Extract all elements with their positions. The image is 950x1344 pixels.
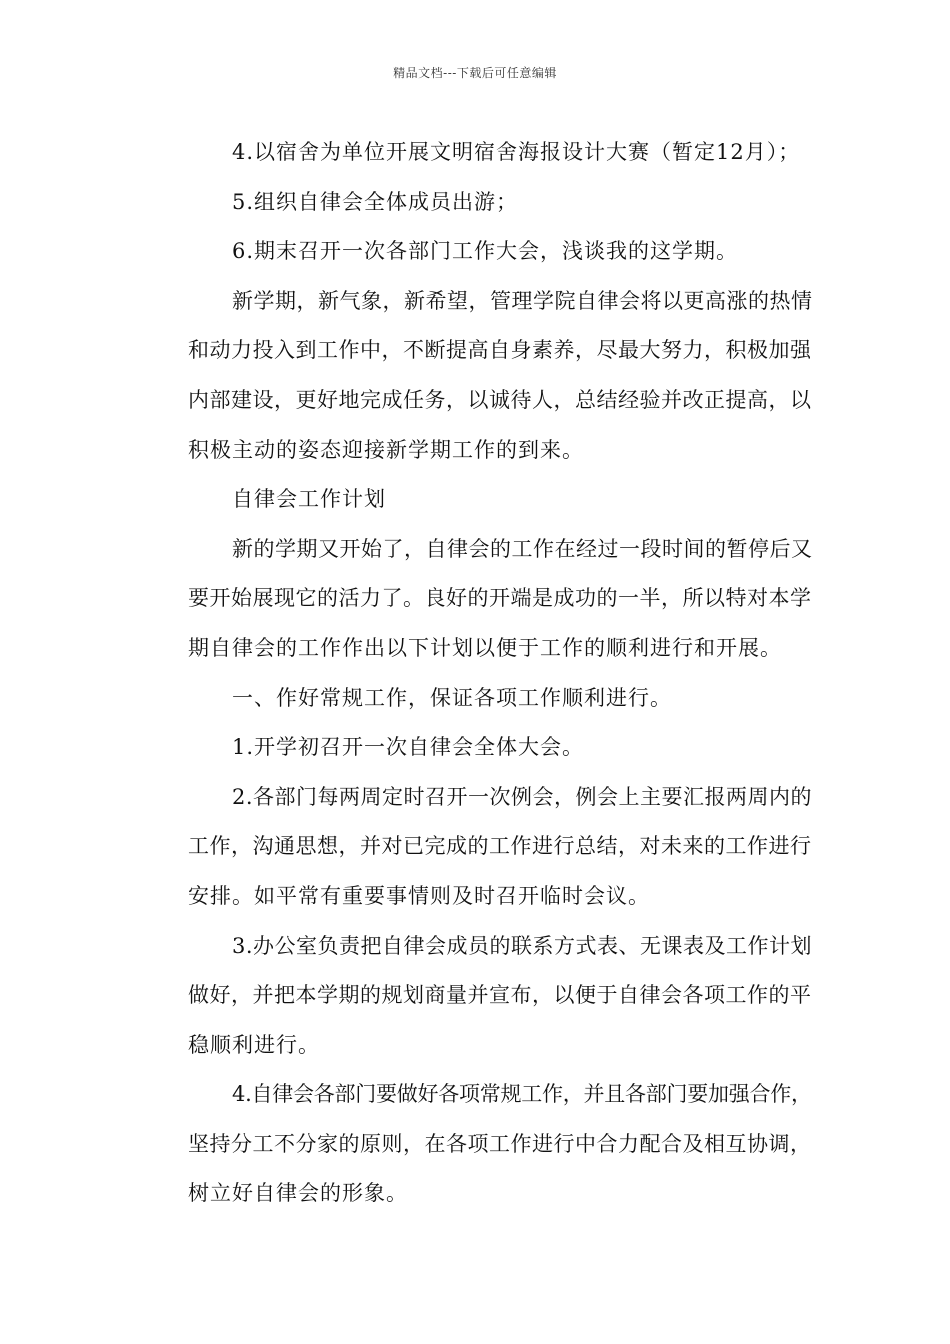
paragraph [144,525,816,674]
paragraph [144,277,816,475]
text-line: 做好，并把本学期的规划商量并宣布，以便于自律会各项工作的平 [188,983,812,1008]
text-line: 4.自律会各部门要做好各项常规工作，并且各部门要加强合作， [232,1082,812,1107]
paragraph [144,1070,816,1219]
paragraph [144,178,816,228]
paragraph [144,674,816,724]
paragraph [144,773,816,922]
text-line: 稳顺利进行。 [188,1032,320,1057]
text-line: 树立好自律会的形象。 [188,1181,408,1206]
text-line: 自律会工作计划 [232,487,386,512]
text-line: 2.各部门每两周定时召开一次例会，例会上主要汇报两周内的 [232,784,813,809]
paragraph [144,227,816,277]
text-line: 6.期末召开一次各部门工作大会，浅谈我的这学期。 [232,239,739,264]
text-line: 一、作好常规工作，保证各项工作顺利进行。 [232,685,672,710]
text-line: 期自律会的工作作出以下计划以便于工作的顺利进行和开展。 [188,635,782,660]
document-body [144,128,816,1219]
section-heading [144,475,816,525]
text-line: 积极主动的姿态迎接新学期工作的到来。 [188,437,584,462]
text-line: 新学期，新气象，新希望，管理学院自律会将以更高涨的热情 [232,288,813,313]
text-line: 新的学期又开始了，自律会的工作在经过一段时间的暂停后又 [232,536,813,561]
text-line: 内部建设，更好地完成任务，以诚待人，总结经验并改正提高，以 [188,387,812,412]
paragraph [144,922,816,1071]
text-line: 4.以宿舍为单位开展文明宿舍海报设计大赛（暂定12月）； [232,140,801,164]
text-line: 1.开学初召开一次自律会全体大会。 [232,735,585,760]
text-line: 5.组织自律会全体成员出游； [232,189,519,214]
text-line: 安排。如平常有重要事情则及时召开临时会议。 [188,883,650,908]
page-header: 精品文档---下载后可任意编辑 [393,66,557,80]
text-line: 要开始展现它的活力了。良好的开端是成功的一半，所以特对本学 [188,586,812,611]
text-line: 坚持分工不分家的原则，在各项工作进行中合力配合及相互协调， [188,1131,812,1156]
text-line: 工作，沟通思想，并对已完成的工作进行总结，对未来的工作进行 [188,834,812,859]
paragraph [144,128,816,178]
text-line: 和动力投入到工作中，不断提高自身素养，尽最大努力，积极加强 [188,338,812,363]
paragraph [144,723,816,773]
text-line: 3.办公室负责把自律会成员的联系方式表、无课表及工作计划 [232,933,813,958]
